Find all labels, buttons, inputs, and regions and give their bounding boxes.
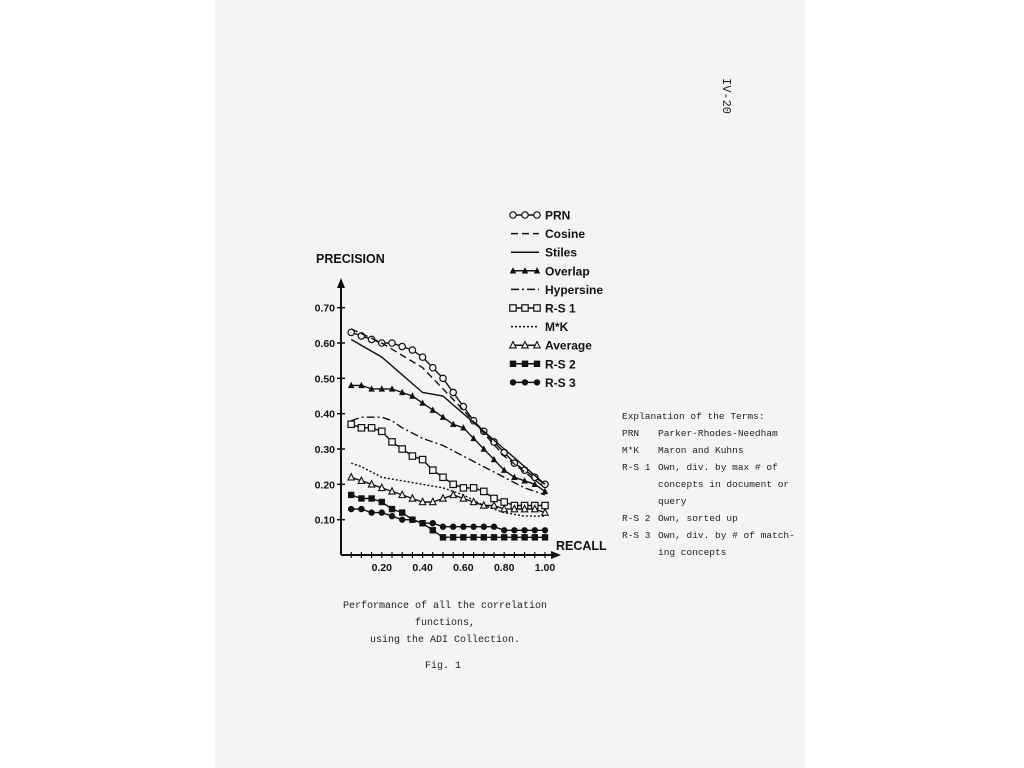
- term-row: [622, 459, 802, 476]
- data-point-r-s-2: [440, 534, 446, 540]
- legend-item-stiles: [511, 246, 577, 260]
- caption-line-2: using the ADI Collection.: [369, 635, 521, 646]
- data-point-overlap: [419, 399, 425, 405]
- y-tick-label: 0.30: [314, 444, 335, 456]
- data-point-r-s-3: [481, 524, 487, 530]
- legend-marker: [534, 305, 540, 311]
- data-point-r-s-3: [521, 527, 527, 533]
- data-point-r-s-2: [450, 534, 456, 540]
- term-definition: Own, div. by max # of: [658, 462, 778, 473]
- data-point-r-s-2: [430, 527, 436, 533]
- legend-item-average: [510, 339, 592, 353]
- data-point-r-s-2: [491, 534, 497, 540]
- legend-marker: [510, 305, 516, 311]
- legend-label: R-S 1: [545, 301, 576, 316]
- data-point-r-s-2: [532, 534, 538, 540]
- term-definition: Own, sorted up: [658, 513, 738, 524]
- legend-item-hypersine: [511, 283, 603, 297]
- data-point-r-s-1: [368, 425, 374, 431]
- term-definition: query: [658, 496, 687, 507]
- legend-item-mstark: [511, 320, 569, 334]
- data-point-r-s-3: [379, 509, 385, 515]
- page-number: IV-20: [719, 78, 733, 115]
- data-point-r-s-2: [501, 534, 507, 540]
- data-point-r-s-3: [348, 506, 354, 512]
- term-row: [622, 510, 802, 527]
- term-abbreviation: R-S 1: [622, 462, 651, 473]
- data-point-r-s-1: [358, 425, 364, 431]
- term-row: [622, 442, 802, 459]
- term-abbreviation: R-S 2: [622, 513, 651, 524]
- term-abbreviation: [622, 493, 658, 510]
- data-point-r-s-3: [440, 524, 446, 530]
- data-point-r-s-2: [348, 492, 354, 498]
- data-point-r-s-1: [399, 446, 405, 452]
- series-r-s-3: [348, 506, 548, 534]
- data-point-r-s-1: [409, 453, 415, 459]
- term-definition: Maron and Kuhns: [658, 445, 744, 456]
- legend-marker: [522, 361, 528, 367]
- series-r-s-2: [348, 492, 548, 541]
- legend-label: Overlap: [545, 264, 590, 279]
- legend-marker: [510, 361, 516, 367]
- data-point-r-s-2: [521, 534, 527, 540]
- x-axis-label: RECALL: [556, 539, 607, 553]
- data-point-r-s-3: [501, 527, 507, 533]
- legend-item-prn: [510, 209, 571, 223]
- data-point-r-s-2: [481, 534, 487, 540]
- data-point-r-s-3: [511, 527, 517, 533]
- data-point-r-s-3: [460, 524, 466, 530]
- legend-label: Cosine: [545, 227, 586, 242]
- legend-marker: [522, 212, 528, 218]
- data-point-r-s-3: [542, 527, 548, 533]
- series-overlap: [348, 382, 548, 494]
- legend-item-r-s-3: [510, 376, 576, 390]
- terms-list: [622, 425, 802, 561]
- data-point-r-s-3: [409, 516, 415, 522]
- y-tick-label: 0.10: [314, 514, 335, 527]
- data-point-r-s-1: [430, 467, 436, 473]
- data-point-r-s-3: [399, 516, 405, 522]
- data-point-prn: [419, 354, 425, 360]
- data-point-r-s-1: [460, 485, 466, 491]
- y-tick-label: 0.40: [314, 408, 335, 421]
- data-point-r-s-3: [430, 520, 436, 526]
- term-abbreviation: M*K: [622, 445, 640, 456]
- data-point-prn: [399, 343, 405, 349]
- data-point-prn: [430, 365, 436, 371]
- legend-label: M*K: [545, 320, 569, 335]
- data-point-r-s-3: [419, 520, 425, 526]
- legend-marker: [522, 379, 528, 385]
- term-definition: concepts in document or: [658, 479, 790, 490]
- data-point-r-s-2: [470, 534, 476, 540]
- explanation-of-terms: [622, 408, 802, 561]
- data-point-r-s-1: [389, 439, 395, 445]
- legend-item-r-s-1: [510, 302, 576, 316]
- data-point-r-s-1: [419, 456, 425, 462]
- term-abbreviation: R-S 3: [622, 530, 651, 541]
- series-prn: [348, 329, 548, 487]
- data-point-r-s-2: [358, 495, 364, 501]
- legend-marker: [522, 305, 528, 311]
- data-point-average: [348, 474, 354, 480]
- explanation-title: Explanation of the Terms:: [622, 411, 765, 422]
- y-tick-label: 0.70: [314, 302, 335, 315]
- data-point-prn: [450, 389, 456, 395]
- data-point-prn: [409, 347, 415, 353]
- data-point-r-s-1: [348, 421, 354, 427]
- data-point-r-s-3: [532, 527, 538, 533]
- data-point-overlap: [450, 421, 456, 427]
- data-point-overlap: [511, 474, 517, 480]
- legend-label: PRN: [545, 208, 571, 223]
- data-point-overlap: [440, 414, 446, 420]
- data-point-r-s-2: [460, 534, 466, 540]
- data-point-prn: [460, 403, 466, 409]
- data-point-r-s-1: [450, 481, 456, 487]
- legend-label: Hypersine: [545, 282, 604, 297]
- legend-label: Average: [545, 338, 592, 353]
- term-definition: Parker-Rhodes-Needham: [658, 428, 778, 439]
- data-point-r-s-2: [368, 495, 374, 501]
- figure-label: Fig. 1: [425, 661, 462, 672]
- term-row: [622, 527, 802, 544]
- legend-marker: [534, 361, 540, 367]
- chart-axes: [337, 278, 561, 559]
- data-point-r-s-3: [368, 509, 374, 515]
- term-definition: Own, div. by # of match-: [658, 530, 795, 541]
- caption-line-1: Performance of all the correlation functions,: [342, 601, 548, 629]
- term-row: [622, 493, 802, 510]
- data-point-r-s-1: [379, 428, 385, 434]
- y-tick-label: 0.60: [314, 338, 335, 350]
- series-average: [348, 474, 548, 516]
- legend-marker: [510, 379, 516, 385]
- x-tick-label: 0.80: [493, 562, 515, 574]
- x-tick-label: 0.20: [371, 562, 393, 574]
- data-point-r-s-2: [389, 506, 395, 512]
- x-tick-label: 1.00: [534, 562, 556, 574]
- legend-item-cosine: [511, 227, 585, 241]
- chart-series-layer: [348, 329, 548, 541]
- x-tick-label: 0.40: [412, 562, 433, 574]
- data-point-r-s-3: [450, 524, 456, 530]
- legend-label: Stiles: [545, 245, 578, 260]
- chart-legend: [510, 209, 604, 390]
- term-abbreviation: PRN: [622, 428, 640, 439]
- y-tick-label: 0.50: [314, 373, 335, 386]
- figure-caption: [330, 598, 560, 649]
- term-row: [622, 544, 802, 561]
- y-tick-label: 0.20: [314, 479, 335, 492]
- legend-label: R-S 3: [545, 375, 576, 390]
- y-axis-label: PRECISION: [316, 252, 385, 266]
- data-point-r-s-2: [399, 509, 405, 515]
- data-point-r-s-3: [491, 524, 497, 530]
- y-axis-arrow: [337, 278, 345, 288]
- data-point-r-s-3: [470, 524, 476, 530]
- data-point-r-s-3: [389, 513, 395, 519]
- term-row: [622, 425, 802, 442]
- data-point-r-s-2: [511, 534, 517, 540]
- x-tick-label: 0.60: [453, 562, 474, 574]
- data-point-r-s-1: [470, 485, 476, 491]
- data-point-r-s-2: [542, 534, 548, 540]
- data-point-r-s-1: [440, 474, 446, 480]
- legend-item-overlap: [510, 264, 590, 278]
- data-point-overlap: [542, 488, 548, 494]
- legend-marker: [534, 379, 540, 385]
- legend-marker: [510, 212, 516, 218]
- data-point-prn: [389, 340, 395, 346]
- data-point-r-s-2: [379, 499, 385, 505]
- data-point-prn: [440, 375, 446, 381]
- term-definition: ing concepts: [658, 547, 727, 558]
- term-abbreviation: [622, 476, 658, 493]
- term-abbreviation: [622, 544, 658, 561]
- data-point-overlap: [430, 406, 436, 412]
- data-point-r-s-1: [481, 488, 487, 494]
- term-row: [622, 476, 802, 493]
- data-point-r-s-3: [358, 506, 364, 512]
- legend-item-r-s-2: [510, 357, 576, 371]
- legend-label: R-S 2: [545, 357, 576, 372]
- legend-marker: [534, 212, 540, 218]
